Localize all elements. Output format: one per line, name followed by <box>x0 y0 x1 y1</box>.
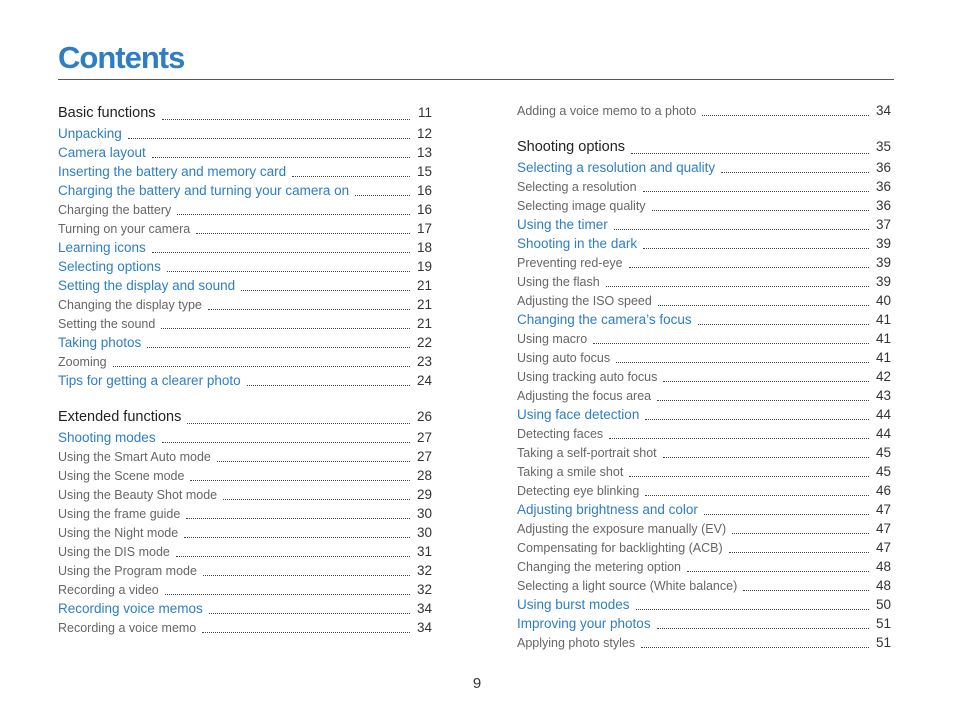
toc-dot-leader <box>743 577 869 591</box>
toc-entry-page: 17 <box>416 221 432 236</box>
toc-entry-label: Detecting eye blinking <box>517 484 640 498</box>
toc-dot-leader <box>593 330 869 344</box>
toc-entry-page: 29 <box>416 487 432 502</box>
toc-entry-label: Selecting a resolution <box>517 180 637 194</box>
toc-entry-page: 41 <box>875 350 891 365</box>
toc-right-column <box>517 101 891 652</box>
toc-entry-label: Adjusting the exposure manually (EV) <box>517 522 727 536</box>
toc-entry-page: 34 <box>416 601 432 616</box>
toc-subsection-entry[interactable] <box>58 618 432 637</box>
toc-subsection-entry[interactable] <box>517 101 891 120</box>
toc-entry-label: Selecting a resolution and quality <box>517 160 716 175</box>
toc-entry-page: 21 <box>416 297 432 312</box>
toc-subsection-entry[interactable] <box>58 314 432 333</box>
toc-dot-leader <box>203 562 410 576</box>
toc-section-entry[interactable] <box>58 276 432 295</box>
toc-entry-page: 32 <box>416 582 432 597</box>
toc-subsection-entry[interactable] <box>517 443 891 462</box>
toc-dot-leader <box>704 501 869 515</box>
toc-dot-leader <box>147 334 410 348</box>
toc-entry-label: Turning on your camera <box>58 222 191 236</box>
toc-dot-leader <box>241 277 410 291</box>
toc-subsection-entry[interactable] <box>58 466 432 485</box>
toc-entry-page: 37 <box>875 217 891 232</box>
toc-entry-label: Tips for getting a clearer photo <box>58 373 241 388</box>
toc-entry-page: 48 <box>875 578 891 593</box>
toc-subsection-entry[interactable] <box>517 291 891 310</box>
toc-entry-label: Extended functions <box>58 409 182 425</box>
toc-entry-label: Shooting in the dark <box>517 236 638 251</box>
toc-entry-label: Changing the camera’s focus <box>517 312 692 327</box>
toc-entry-label: Using auto focus <box>517 351 611 365</box>
toc-entry-label: Using the Beauty Shot mode <box>58 488 218 502</box>
toc-dot-leader <box>721 159 869 173</box>
toc-entry-label: Using macro <box>517 332 588 346</box>
toc-section-entry[interactable] <box>58 124 432 143</box>
toc-dot-leader <box>113 353 410 367</box>
toc-entry-label: Detecting faces <box>517 427 604 441</box>
toc-subsection-entry[interactable] <box>517 481 891 500</box>
toc-entry-label: Improving your photos <box>517 616 651 631</box>
toc-chapter-entry[interactable] <box>58 406 432 428</box>
toc-entry-page: 45 <box>875 445 891 460</box>
toc-entry-label: Using tracking auto focus <box>517 370 658 384</box>
toc-dot-leader <box>641 634 869 648</box>
toc-subsection-entry[interactable] <box>58 485 432 504</box>
toc-entry-label: Using face detection <box>517 407 640 422</box>
toc-subsection-entry[interactable] <box>58 542 432 561</box>
toc-dot-leader <box>652 197 869 211</box>
toc-dot-leader <box>184 524 410 538</box>
toc-dot-leader <box>355 182 410 196</box>
toc-section-entry[interactable] <box>58 333 432 352</box>
toc-subsection-entry[interactable] <box>517 519 891 538</box>
toc-entry-page: 43 <box>875 388 891 403</box>
toc-entry-label: Using the flash <box>517 275 600 289</box>
toc-entry-label: Using the DIS mode <box>58 545 170 559</box>
toc-entry-page: 39 <box>875 255 891 270</box>
toc-entry-page: 30 <box>416 525 432 540</box>
toc-entry-page: 27 <box>416 449 432 464</box>
toc-section-entry[interactable] <box>517 614 891 633</box>
toc-entry-page: 27 <box>416 430 432 445</box>
toc-entry-label: Shooting modes <box>58 430 156 445</box>
toc-subsection-entry[interactable] <box>517 272 891 291</box>
toc-section-entry[interactable] <box>58 238 432 257</box>
toc-dot-leader <box>729 539 869 553</box>
toc-entry-label: Taking photos <box>58 335 142 350</box>
toc-dot-leader <box>698 311 869 325</box>
toc-dot-leader <box>161 315 410 329</box>
toc-entry-page: 44 <box>875 407 891 422</box>
toc-entry-label: Unpacking <box>58 126 122 141</box>
toc-section-entry[interactable] <box>58 143 432 162</box>
toc-entry-page: 16 <box>416 202 432 217</box>
toc-entry-label: Using the Night mode <box>58 526 179 540</box>
toc-entry-page: 46 <box>875 483 891 498</box>
toc-dot-leader <box>645 406 869 420</box>
toc-entry-page: 24 <box>416 373 432 388</box>
toc-dot-leader <box>152 239 410 253</box>
toc-entry-label: Selecting options <box>58 259 161 274</box>
toc-entry-label: Taking a self-portrait shot <box>517 446 657 460</box>
toc-section-entry[interactable] <box>517 595 891 614</box>
toc-subsection-entry[interactable] <box>517 462 891 481</box>
toc-entry-page: 36 <box>875 179 891 194</box>
toc-entry-label: Using burst modes <box>517 597 630 612</box>
toc-section-entry[interactable] <box>517 234 891 253</box>
toc-entry-page: 41 <box>875 312 891 327</box>
toc-entry-label: Basic functions <box>58 105 156 121</box>
toc-subsection-entry[interactable] <box>58 561 432 580</box>
toc-subsection-entry[interactable] <box>517 538 891 557</box>
toc-entry-label: Charging the battery <box>58 203 172 217</box>
toc-subsection-entry[interactable] <box>58 200 432 219</box>
toc-entry-page: 21 <box>416 316 432 331</box>
toc-entry-label: Learning icons <box>58 240 146 255</box>
toc-dot-leader <box>732 520 869 534</box>
toc-subsection-entry[interactable] <box>517 196 891 215</box>
toc-entry-page: 34 <box>416 620 432 635</box>
toc-dot-leader <box>152 144 410 158</box>
toc-entry-page: 41 <box>875 331 891 346</box>
toc-entry-label: Adjusting the ISO speed <box>517 294 652 308</box>
toc-subsection-entry[interactable] <box>517 329 891 348</box>
toc-section-gap <box>517 120 891 136</box>
toc-dot-leader <box>636 596 869 610</box>
toc-entry-label: Using the Scene mode <box>58 469 185 483</box>
toc-entry-page: 45 <box>875 464 891 479</box>
toc-section-entry[interactable] <box>58 162 432 181</box>
toc-entry-page: 51 <box>875 635 891 650</box>
toc-subsection-entry[interactable] <box>517 633 891 652</box>
toc-subsection-entry[interactable] <box>517 177 891 196</box>
toc-entry-label: Inserting the battery and memory card <box>58 164 287 179</box>
toc-dot-leader <box>663 368 869 382</box>
toc-section-entry[interactable] <box>58 181 432 200</box>
toc-subsection-entry[interactable] <box>517 424 891 443</box>
toc-dot-leader <box>186 505 410 519</box>
toc-entry-label: Using the Program mode <box>58 564 197 578</box>
toc-entry-label: Applying photo styles <box>517 636 636 650</box>
toc-dot-leader <box>702 102 869 116</box>
toc-dot-leader <box>202 619 410 633</box>
toc-entry-page: 15 <box>416 164 432 179</box>
toc-entry-label: Adding a voice memo to a photo <box>517 104 697 118</box>
toc-entry-page: 22 <box>416 335 432 350</box>
toc-dot-leader <box>663 444 869 458</box>
toc-entry-label: Setting the sound <box>58 317 156 331</box>
toc-dot-leader <box>606 273 869 287</box>
toc-subsection-entry[interactable] <box>517 348 891 367</box>
toc-entry-label: Taking a smile shot <box>517 465 624 479</box>
toc-section-entry[interactable] <box>517 215 891 234</box>
toc-entry-label: Recording a video <box>58 583 159 597</box>
toc-dot-leader <box>162 429 410 443</box>
toc-dot-leader <box>658 292 869 306</box>
toc-entry-page: 13 <box>416 145 432 160</box>
toc-dot-leader <box>217 448 410 462</box>
toc-dot-leader <box>167 258 410 272</box>
toc-left-column <box>58 102 432 637</box>
toc-section-entry[interactable] <box>517 158 891 177</box>
toc-entry-page: 51 <box>875 616 891 631</box>
toc-dot-leader <box>616 349 869 363</box>
toc-dot-leader <box>209 600 410 614</box>
toc-subsection-entry[interactable] <box>58 580 432 599</box>
toc-dot-leader <box>177 201 410 215</box>
title-divider <box>58 79 894 80</box>
toc-entry-page: 47 <box>875 502 891 517</box>
toc-entry-page: 23 <box>416 354 432 369</box>
toc-dot-leader <box>687 558 869 572</box>
toc-entry-page: 48 <box>875 559 891 574</box>
toc-entry-page: 19 <box>416 259 432 274</box>
toc-subsection-entry[interactable] <box>58 219 432 238</box>
toc-entry-label: Setting the display and sound <box>58 278 236 293</box>
toc-dot-leader <box>223 486 410 500</box>
toc-entry-page: 47 <box>875 521 891 536</box>
toc-dot-leader <box>643 178 869 192</box>
toc-dot-leader <box>609 425 869 439</box>
toc-entry-label: Using the Smart Auto mode <box>58 450 211 464</box>
toc-subsection-entry[interactable] <box>517 557 891 576</box>
toc-entry-page: 44 <box>875 426 891 441</box>
toc-section-gap <box>58 390 432 406</box>
toc-dot-leader <box>629 254 869 268</box>
toc-section-entry[interactable] <box>517 310 891 329</box>
toc-entry-label: Preventing red-eye <box>517 256 623 270</box>
toc-subsection-entry[interactable] <box>58 295 432 314</box>
toc-entry-page: 36 <box>875 198 891 213</box>
toc-dot-leader <box>631 140 869 154</box>
toc-entry-label: Shooting options <box>517 139 626 155</box>
toc-entry-page: 36 <box>875 160 891 175</box>
toc-entry-page: 31 <box>416 544 432 559</box>
toc-entry-label: Camera layout <box>58 145 146 160</box>
toc-entry-page: 28 <box>416 468 432 483</box>
toc-entry-label: Selecting a light source (White balance) <box>517 579 738 593</box>
toc-entry-label: Recording voice memos <box>58 601 203 616</box>
toc-section-entry[interactable] <box>517 500 891 519</box>
toc-subsection-entry[interactable] <box>58 447 432 466</box>
toc-entry-page: 34 <box>875 103 891 118</box>
toc-dot-leader <box>629 463 869 477</box>
toc-dot-leader <box>162 106 410 120</box>
toc-section-entry[interactable] <box>517 405 891 424</box>
toc-dot-leader <box>292 163 410 177</box>
toc-subsection-entry[interactable] <box>517 386 891 405</box>
toc-dot-leader <box>165 581 410 595</box>
toc-subsection-entry[interactable] <box>517 576 891 595</box>
toc-chapter-entry[interactable] <box>517 136 891 158</box>
toc-entry-label: Recording a voice memo <box>58 621 197 635</box>
page-number: 9 <box>472 675 482 692</box>
toc-dot-leader <box>645 482 869 496</box>
toc-subsection-entry[interactable] <box>58 352 432 371</box>
toc-subsection-entry[interactable] <box>517 367 891 386</box>
toc-entry-label: Selecting image quality <box>517 199 646 213</box>
toc-dot-leader <box>247 372 410 386</box>
toc-entry-page: 47 <box>875 540 891 555</box>
toc-section-entry[interactable] <box>58 428 432 447</box>
toc-entry-page: 42 <box>875 369 891 384</box>
toc-entry-label: Compensating for backlighting (ACB) <box>517 541 723 555</box>
toc-entry-label: Changing the metering option <box>517 560 682 574</box>
toc-section-entry[interactable] <box>58 599 432 618</box>
toc-entry-page: 26 <box>416 409 432 424</box>
toc-entry-page: 39 <box>875 236 891 251</box>
toc-dot-leader <box>187 410 410 424</box>
toc-entry-page: 11 <box>417 105 432 120</box>
toc-entry-label: Using the timer <box>517 217 608 232</box>
toc-dot-leader <box>643 235 869 249</box>
toc-entry-page: 35 <box>875 139 891 154</box>
toc-entry-page: 21 <box>416 278 432 293</box>
toc-entry-page: 12 <box>416 126 432 141</box>
toc-dot-leader <box>208 296 410 310</box>
toc-subsection-entry[interactable] <box>58 504 432 523</box>
toc-entry-page: 30 <box>416 506 432 521</box>
toc-section-entry[interactable] <box>58 371 432 390</box>
toc-dot-leader <box>657 387 869 401</box>
toc-entry-page: 16 <box>416 183 432 198</box>
toc-subsection-entry[interactable] <box>58 523 432 542</box>
toc-entry-page: 18 <box>416 240 432 255</box>
toc-section-entry[interactable] <box>58 257 432 276</box>
toc-entry-label: Adjusting the focus area <box>517 389 652 403</box>
toc-chapter-entry[interactable] <box>58 102 432 124</box>
toc-entry-label: Changing the display type <box>58 298 202 312</box>
toc-entry-page: 32 <box>416 563 432 578</box>
toc-dot-leader <box>196 220 410 234</box>
toc-subsection-entry[interactable] <box>517 253 891 272</box>
toc-dot-leader <box>176 543 410 557</box>
toc-dot-leader <box>128 125 410 139</box>
toc-entry-label: Using the frame guide <box>58 507 181 521</box>
toc-dot-leader <box>657 615 869 629</box>
toc-entry-label: Zooming <box>58 355 107 369</box>
toc-entry-page: 40 <box>875 293 891 308</box>
page-title: Contents <box>58 40 185 75</box>
toc-entry-page: 39 <box>875 274 891 289</box>
toc-dot-leader <box>614 216 869 230</box>
toc-entry-label: Adjusting brightness and color <box>517 502 698 517</box>
toc-dot-leader <box>190 467 410 481</box>
toc-entry-page: 50 <box>875 597 891 612</box>
toc-entry-label: Charging the battery and turning your camera on <box>58 183 350 198</box>
